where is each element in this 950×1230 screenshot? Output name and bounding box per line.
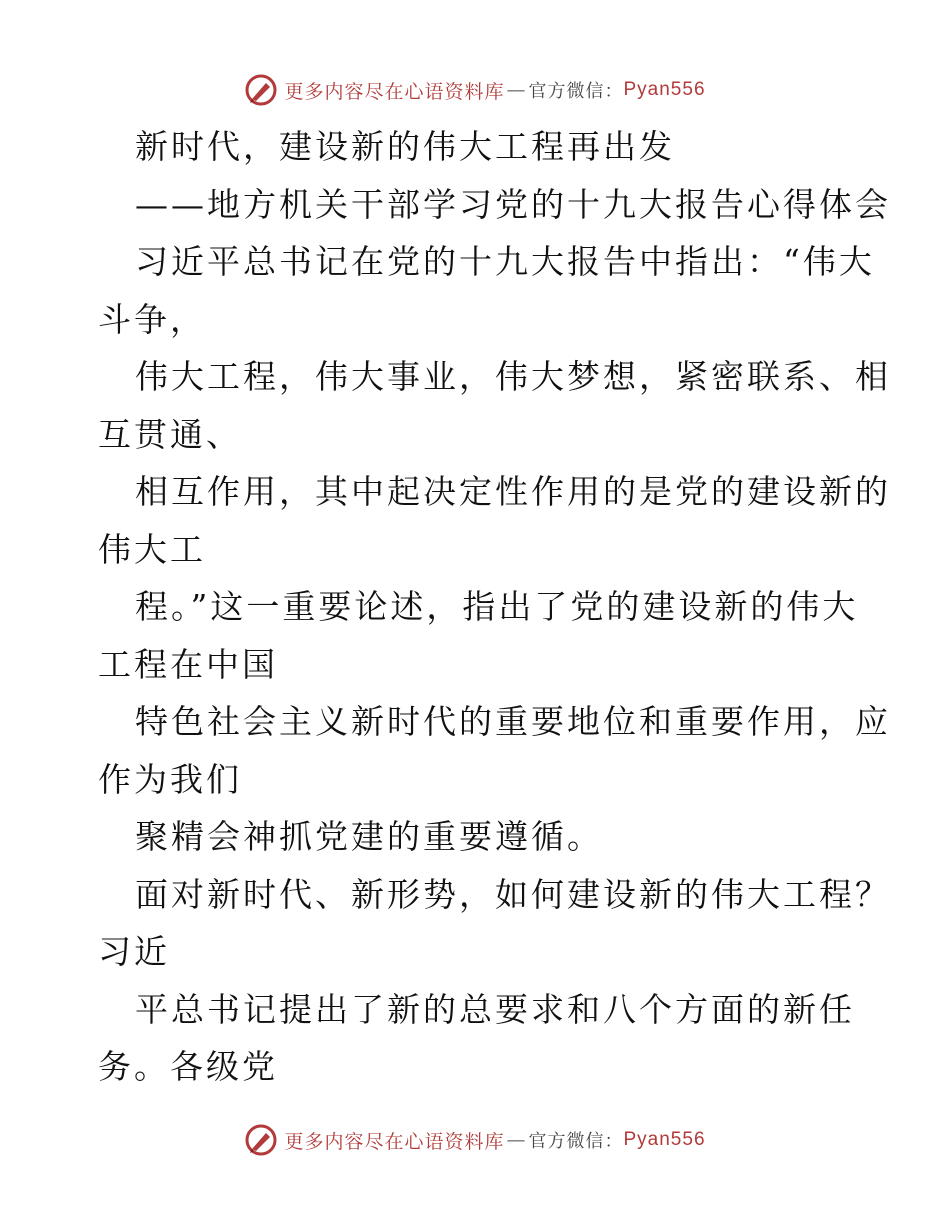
banner-wechat-id: Pyan556 [623, 1129, 706, 1150]
text-line: 面对新时代、新形势，如何建设新的伟大工程？ [135, 874, 891, 914]
header-watermark [0, 70, 950, 110]
text-line: 特色社会主义新时代的重要地位和重要作用，应 [135, 702, 891, 741]
banner-separator: — [506, 1129, 527, 1151]
text-line: 务。各级党 [98, 1047, 278, 1086]
text-line: 习近 [98, 932, 170, 971]
document-title: 新时代，建设新的伟大工程再出发 [135, 127, 675, 166]
pen-logo-icon [244, 1123, 278, 1157]
banner-wechat-id: Pyan556 [623, 79, 706, 100]
text-line: 工程在中国 [98, 644, 278, 684]
text-line: 伟大工 [98, 529, 206, 569]
text-line: 伟大工程，伟大事业，伟大梦想，紧密联系、相 [135, 357, 891, 396]
banner-text: 更多内容尽在心语资料库 [284, 80, 505, 103]
banner-text: 更多内容尽在心语资料库 [284, 1130, 505, 1153]
text-line: 程。”这一重要论述，指出了党的建设新的伟大 [135, 587, 859, 626]
text-line: 斗争， [98, 299, 206, 339]
text-line: 平总书记提出了新的总要求和八个方面的新任 [135, 989, 855, 1029]
document-body [98, 118, 891, 1096]
document-subtitle: ——地方机关干部学习党的十九大报告心得体会 [135, 184, 891, 224]
banner-separator: — [506, 79, 527, 101]
pen-logo-icon [244, 73, 278, 107]
footer-watermark [0, 1120, 950, 1160]
text-line: 作为我们 [98, 759, 242, 799]
text-line: 习近平总书记在党的十九大报告中指出：“伟大 [135, 242, 875, 281]
text-line: 聚精会神抓党建的重要遵循。 [135, 817, 603, 856]
text-line: 互贯通、 [98, 414, 242, 454]
text-line: 相互作用，其中起决定性作用的是党的建设新的 [135, 472, 891, 511]
banner-wechat-label: 官方微信： [528, 1131, 624, 1152]
banner-wechat-label: 官方微信： [528, 81, 624, 102]
